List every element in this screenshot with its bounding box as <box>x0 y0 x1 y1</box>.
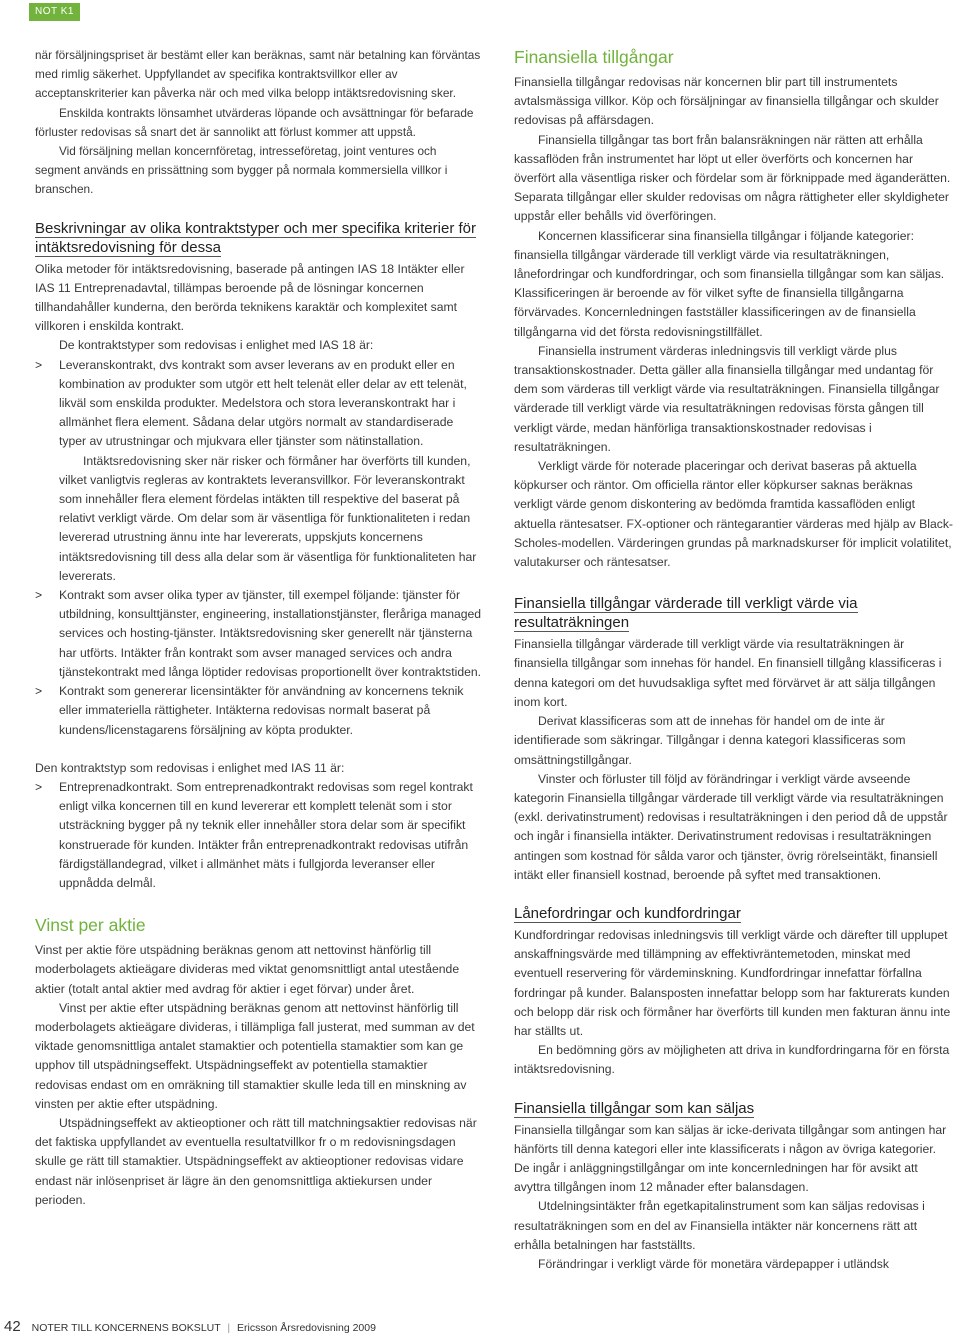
paragraph: Derivat klassificeras som att de innehas för handel om de inte är identifierade som säkringar. Tillgångar i denna kategori klassificeras som omsättningstillgångar. <box>514 714 906 767</box>
contract-list-ias18 <box>35 356 483 740</box>
contract-list-ias11 <box>35 778 483 893</box>
page-number: 42 <box>4 1318 21 1335</box>
paragraph: Finansiella tillgångar som kan säljas är icke-derivata tillgångar som antingen har hänförts till denna kategori eller inte klassificerats i någon av övriga kategorier. De ingår i anläggningstillgångar om inte koncernledningen har för avsikt att avyttra tillgången inom 12 månader efter balansdagen. <box>514 1122 947 1195</box>
right-column <box>514 46 954 1274</box>
paragraph: Finansiella tillgångar tas bort från balansräkningen när rätten att erhålla kassaflöden från instrumentet har löpt ut eller överförts och koncernen har överfört alla väsentliga risker och fördelar som är förknippade med äganderätten. Separata tillgångar eller skulder redovisas om några rättigheter eller skyldigheter uppstår eller behålls vid överföringen. <box>514 132 951 224</box>
paragraph: De kontraktstyper som redovisas i enlighet med IAS 18 är: <box>59 338 374 353</box>
section-heading-finansiella: Finansiella tillgångar <box>514 47 674 67</box>
section-heading-lanefordringar: Lånefordringar och kundfordringar <box>514 904 741 922</box>
list-item: > Kontrakt som avser olika typer av tjänster, till exempel följande: tjänster för utbildning, konsulttjänster, engineering, installationstjänster, fleråriga managed services och hosting-tjänster. Intäktsredovisning sker generellt när tjänsterna har utförts. Intäkter från kontrakt som avser managed services och andra tjänstekontrakt med långa löptider redovisas proportionellt över kontraktstiden. <box>35 586 483 682</box>
left-column <box>35 46 483 1210</box>
paragraph: Verkligt värde för noterade placeringar och derivat baseras på aktuella köpkurser och räntor. Om officiella räntor eller köpkurser saknas beräknas verkligt värde genom diskontering av bedömda framtida kassaflöden enligt aktuella räntesatser. FX-optioner och räntegarantier värderas med hjälp av Black-Scholes-modellen. Värderingen grundas på marknadskurser för implicit volatilitet, valutakurser och räntesatser. <box>514 459 953 570</box>
paragraph: Olika metoder för intäktsredovisning, baserade på antingen IAS 18 Intäkter eller IAS 11 Entreprenadavtal, tillämpas beroende på de lösningar koncernen tillhandahåller kunderna, den berörda teknikens karaktär och komplexitet samt villkoren i enskilda kontrakt. <box>35 261 465 334</box>
section-heading-vinst: Vinst per aktie <box>35 915 146 936</box>
list-item: > Kontrakt som genererar licensintäkter för användning av koncernens teknik eller immateriella rättigheter. Intäkterna redovisas normalt baserat på kundens/licenstagarens försäljning av köpta produkter. <box>35 682 483 740</box>
paragraph: Den kontraktstyp som redovisas i enlighet med IAS 11 är: <box>35 760 345 775</box>
paragraph: Utdelningsintäkter från egetkapitalinstrument som kan säljas redovisas i resultaträkningen som en del av Finansiella intäkter när koncernens rätt att erhålla betalningen har fastställts. <box>514 1199 925 1252</box>
paragraph: Finansiella tillgångar redovisas när koncernen blir part till instrumentets avtalsmässiga villkor. Köp och försäljningar av finansiella tillgångar och skulder redovisas på affärsdagen. <box>514 75 939 128</box>
paragraph: Vid försäljning mellan koncernföretag, intresseföretag, joint ventures och segment används en prissättning som bygger på normala kommersiella villkor i branschen. <box>35 144 448 197</box>
paragraph: Vinst per aktie före utspädning beräknas genom att nettovinst hänförlig till moderbolagets aktieägare divideras med viktat genomsnittligt antal utestående aktier (totalt antal aktier med avdrag för aktier i eget förvar) under året. <box>35 943 460 996</box>
paragraph: Finansiella instrument värderas inledningsvis till verkligt värde plus transaktionskostnader. Detta gäller alla finansiella tillgångar med undantag för dem som värderas till verkligt värde via resultaträkningen. Finansiella tillgångar värderade till verkligt värde via resultaträkningen redovisas första gången till verkligt värde, medan hänförliga transaktionskostnader redovisas i resultaträkningen. <box>514 343 940 454</box>
section-tag: NOT K1 <box>29 3 80 21</box>
paragraph: En bedömning görs av möjligheten att driva in kundfordringarna för en första intäktsredovisning. <box>514 1043 950 1077</box>
paragraph: Kundfordringar redovisas inledningsvis till verkligt värde och därefter till upplupet anskaffningsvärde med tillämpning av effektivräntemetoden, minskat med eventuell reservering för värdeminskning. Kundfordringar innefattar förfallna fordringar på kunder. Balansposten innefattar belopp som har fakturerats kunden och belopp där risk och förmåner har överförts till kunden men fakturan ännu inte har ställts ut. <box>514 927 951 1038</box>
paragraph: Koncernen klassificerar sina finansiella tillgångar i följande kategorier: finansiella tillgångar värderade till verkligt värde via resultaträkningen, lånefordringar och kundfordringar, och som finansiella tillgångar som kan säljas. Klassificeringen är beroende av för vilket syfte de finansiella tillgångarna förvärvades. Koncernledningen fastställer klassificeringen av de finansiella tillgångarna vid det första redovisningstillfället. <box>514 228 945 339</box>
section-heading-fvpl: Finansiella tillgångar värderade till verkligt värde via resultaträkningen <box>514 595 858 632</box>
paragraph: Enskilda kontrakts lönsamhet utvärderas löpande och avsättningar för befarade förluster redovisas så snart det är sannolikt att förlust kommer att uppstå. <box>35 105 474 139</box>
footer-section: NOTER TILL KONCERNENS BOKSLUT <box>31 1322 221 1334</box>
paragraph: > Leveranskontrakt, dvs kontrakt som avser leverans av en produkt eller en kombination av produkter som utgör ett helt telenät eller delar av ett telenät, likväl som enskilda produkter. Medelstora och stora leveranskontrakt har i allmänhet flera element. Sådana delar utgörs normalt av standardiserade typer av utrustningar och mjukvara eller tjänster som nätinstallation. <box>59 357 467 449</box>
paragraph: Finansiella tillgångar värderade till verkligt värde via resultaträkningen är finansiella tillgångar som innehas för handel. En finansiell tillgång klassificeras i denna kategori om det huvudsakliga syftet med förvärvet är att sälja tillgången inom kort. <box>514 637 942 709</box>
list-item <box>35 356 483 586</box>
list-item: > Entreprenadkontrakt. Som entreprenadkontrakt redovisas som regel kontrakt enligt vilka koncernen till en kund levererar ett komplett telenät som i stor utsträckning bygger på ny teknik eller innehåller stora delar som är specifikt konstruerade för kunden. Intäkter från entreprenadkontrakt redovisas utifrån färdigställandegrad, vilket i allmänhet mäts i fullgjorda leveranser eller uppnådda delmål. <box>35 778 483 893</box>
paragraph: Vinster och förluster till följd av förändringar i verkligt värde avseende kategorin Finansiella tillgångar värderade till verkligt värde via resultaträkningen (exkl. derivatinstrument) redovisas i resultaträkningen i den period då de uppstår och ingår i finansiella intäkter. Derivatinstrument redovisas i resultaträkningen antingen som kostnad för sålda varor och tjänster, övrig rörelseintäkt, finansiell intäkt eller finansiell kostnad, beroende på syftet med transaktionen. <box>514 771 948 882</box>
paragraph: när försäljningspriset är bestämt eller kan beräknas, samt när betalning kan förväntas med rimlig säkerhet. Uppfyllandet av specifika kontraktsvillkor eller av acceptanskriterier kan påverka när och med vilka belopp intäktsredovisning sker. <box>35 48 481 101</box>
paragraph: Vinst per aktie efter utspädning beräknas genom att nettovinst hänförlig till moderbolagets aktieägare divideras, i tillämpliga fall justerat, med summan av det viktade genomsnittliga antalet stamaktier och potentiella stamaktier som kan ge upphov till utspädningseffekt. Utspädningseffekt av potentiella stamaktier redovisas endast om en omräkning till stamaktier skulle leda till en minskning av vinsten per aktie efter utspädning. <box>35 1000 475 1111</box>
footer-report: Ericsson Årsredovisning 2009 <box>237 1322 376 1334</box>
section-heading-contracts: Beskrivningar av olika kontraktstyper och mer specifika kriterier för intäktsredovisning för dessa <box>35 219 476 256</box>
page-footer <box>4 1318 376 1335</box>
paragraph: Intäktsredovisning sker när risker och förmåner har överförts till kunden, vilket vanligtvis regleras av kontraktets leveransvillkor. För leveranskontrakt som innehåller flera element fördelas intäkten till respektive del baserat på relativt verkligt värde. Om delar som är väsentliga för funktionaliteten i redan levererad utrustning ännu inte har levererats, uppskjuts koncernens intäktsredovisning till dess alla delar som är väsentliga för funktionaliteten har levererats. <box>59 453 477 583</box>
paragraph: Förändringar i verkligt värde för monetära värdepapper i utländsk <box>538 1256 889 1271</box>
paragraph: Utspädningseffekt av aktieoptioner och rätt till matchningsaktier redovisas när det faktiska uppfyllandet av eventuella resultatvillkor fr o m redovisningsdagen skulle ge rätt till stamaktier. Utspädningseffekt av aktieoptioner redovisas vidare endast när inlösenpriset är lägre än den genomsnittliga aktiekursen under perioden. <box>35 1115 477 1207</box>
section-heading-afs: Finansiella tillgångar som kan säljas <box>514 1099 755 1117</box>
footer-separator: | <box>227 1322 231 1334</box>
